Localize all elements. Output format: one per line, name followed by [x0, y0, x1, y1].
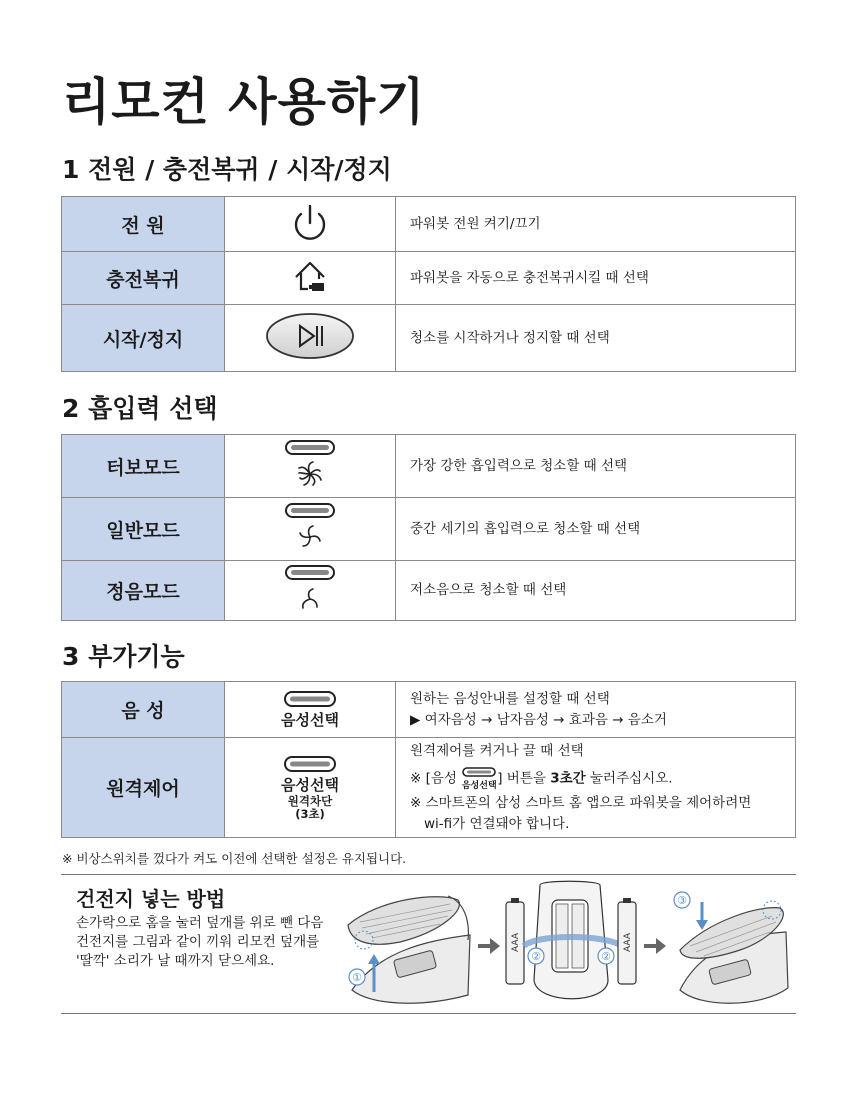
- battery-insert-illustration: [506, 881, 636, 999]
- row-label: 터보모드: [62, 435, 225, 498]
- icon-cell: [225, 498, 396, 561]
- quiet-fan-icon: [282, 562, 338, 616]
- icon-cell: [225, 305, 396, 372]
- arrow-icon: [644, 938, 666, 954]
- battery-title: 건전지 넣는 방법: [76, 887, 226, 911]
- row-desc: 중간 세기의 흡입력으로 청소할 때 선택: [396, 498, 796, 561]
- desc-line: 원하는 음성안내를 설정할 때 선택: [410, 690, 610, 707]
- row-label: 시작/정지: [62, 305, 225, 372]
- icon-cell: [225, 197, 396, 252]
- button-label: 음성선택: [281, 711, 339, 729]
- row-label: 일반모드: [62, 498, 225, 561]
- icon-cell: [225, 738, 396, 838]
- step-3-label: ③: [677, 894, 687, 907]
- desc-line: wi-fi가 연결돼야 합니다.: [424, 815, 570, 832]
- row-label: 음 성: [62, 682, 225, 738]
- battery-instructions: 손가락으로 홈을 눌러 덮개를 위로 뺀 다음 건전지를 그림과 같이 끼워 리모컨 덮개를 '딸깍' 소리가 날 때까지 닫으세요.: [76, 915, 324, 969]
- row-desc: 청소를 시작하거나 정지할 때 선택: [396, 305, 796, 372]
- inline-voice-button: [461, 766, 497, 791]
- play-pause-icon: [264, 311, 356, 361]
- footnote: ※ 비상스위치를 껐다가 켜도 이전에 선택한 설정은 유지됩니다.: [62, 851, 407, 866]
- battery-label: AAA: [511, 933, 521, 952]
- section-title-suction: 2 흡입력 선택: [62, 394, 218, 423]
- divider: [61, 1013, 796, 1014]
- row-desc: [396, 738, 796, 838]
- table-row: [62, 682, 796, 738]
- turbo-fan-icon: [282, 437, 338, 491]
- row-desc: 저소음으로 청소할 때 선택: [396, 561, 796, 621]
- desc-line: ※ 스마트폰의 삼성 스마트 홈 앱으로 파워봇을 제어하려면: [410, 794, 752, 811]
- arrow-icon: [478, 938, 500, 954]
- row-desc: [396, 682, 796, 738]
- button-sublabel: 원격차단: [287, 794, 333, 808]
- row-label: 정음모드: [62, 561, 225, 621]
- table-row: [62, 252, 796, 305]
- power-icon: [290, 201, 330, 243]
- table-row: [62, 305, 796, 372]
- battery-illustration: [340, 880, 796, 1010]
- table-row: [62, 738, 796, 838]
- note-prefix: ※ [음성: [410, 770, 462, 786]
- note-mid: ] 버튼을: [497, 770, 551, 786]
- remote-open-illustration: [348, 896, 470, 1003]
- page-title: 리모컨 사용하기: [62, 73, 426, 131]
- table-row: [62, 561, 796, 621]
- icon-cell: [225, 682, 396, 738]
- desc-line: 원격제어를 켜거나 끌 때 선택: [410, 742, 584, 759]
- note-bold: 3초간: [550, 770, 586, 786]
- home-charge-icon: [288, 255, 332, 297]
- desc-line: ▶ 여자음성 → 남자음성 → 효과음 → 음소거: [410, 711, 667, 728]
- row-desc: 가장 강한 흡입력으로 청소할 때 선택: [396, 435, 796, 498]
- divider: [61, 874, 796, 875]
- table-row: [62, 498, 796, 561]
- button-label: 음성선택: [281, 776, 339, 794]
- inline-button-label: 음성선택: [461, 780, 497, 791]
- step-2-label: ②: [531, 950, 541, 963]
- extra-table: [61, 681, 796, 838]
- row-desc: 파워봇 전원 켜기/끄기: [396, 197, 796, 252]
- button-sublabel: (3초): [295, 807, 325, 821]
- step-1-label: ①: [352, 971, 362, 984]
- suction-table: [61, 434, 796, 621]
- section-title-extra: 3 부가기능: [62, 642, 185, 671]
- row-label: 충전복귀: [62, 252, 225, 305]
- icon-cell: [225, 435, 396, 498]
- voice-select-button-icon: [282, 754, 338, 774]
- section-title-power: 1 전원 / 충전복귀 / 시작/정지: [62, 155, 392, 184]
- desc-note: [410, 766, 795, 791]
- voice-select-button-icon: [461, 766, 497, 778]
- table-row: [62, 435, 796, 498]
- table-row: [62, 197, 796, 252]
- step-2-label: ②: [601, 950, 611, 963]
- voice-select-button-icon: [282, 689, 338, 709]
- power-table: [61, 196, 796, 372]
- normal-fan-icon: [282, 500, 338, 554]
- row-label: 원격제어: [62, 738, 225, 838]
- row-label: 전 원: [62, 197, 225, 252]
- battery-label: AAA: [623, 933, 633, 952]
- remote-close-illustration: [674, 892, 788, 1003]
- note-suffix: 눌러주십시오.: [585, 770, 673, 786]
- icon-cell: [225, 561, 396, 621]
- row-desc: 파워봇을 자동으로 충전복귀시킬 때 선택: [396, 252, 796, 305]
- icon-cell: [225, 252, 396, 305]
